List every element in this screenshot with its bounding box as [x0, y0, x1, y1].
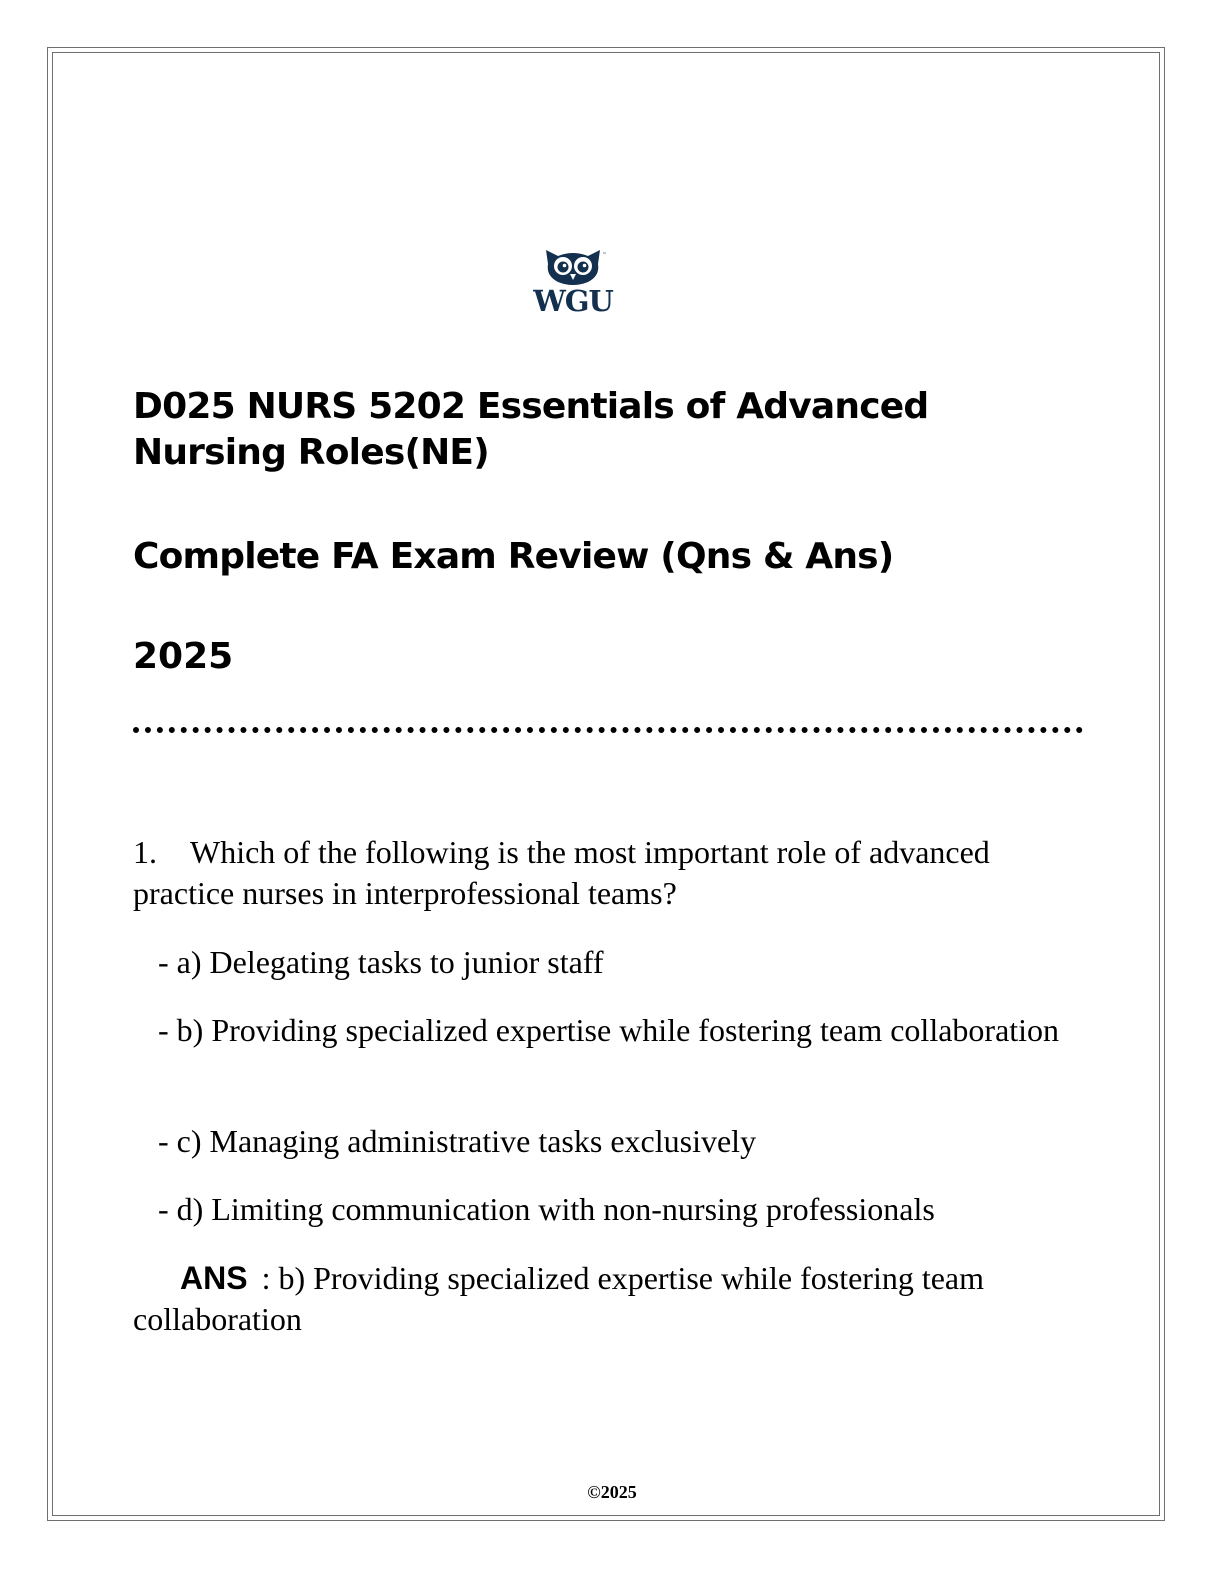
question-number: 1. [133, 834, 157, 870]
option-b-text: - b) Providing specialized expertise while fostering team collaboration [158, 1012, 1060, 1048]
option-d-text: - d) Limiting communication with non-nursing professionals [158, 1191, 935, 1227]
question-1 [133, 832, 1093, 914]
page-title: D025 NURS 5202 Essentials of Advanced Nursing Roles(NE) [133, 386, 929, 473]
option-c-text: - c) Managing administrative tasks exclusively [158, 1123, 757, 1159]
answer-label: ANS [180, 1260, 248, 1296]
page-year: 2025 [133, 636, 234, 677]
question-text: Which of the following is the most important role of advanced practice nurses in interprofessional teams? [133, 834, 990, 911]
option-a [133, 942, 1093, 983]
owl-icon [528, 246, 618, 286]
svg-text:™: ™ [602, 252, 607, 258]
option-a-text: - a) Delegating tasks to junior staff [158, 944, 604, 980]
option-c [133, 1121, 1093, 1162]
title-block [133, 384, 1093, 677]
wgu-logo [528, 246, 618, 322]
dotted-divider [133, 727, 1083, 733]
option-d [133, 1189, 1093, 1230]
answer [133, 1258, 1093, 1340]
answer-text: : b) Providing specialized expertise while fostering team collaboration [133, 1260, 985, 1337]
page-subtitle: Complete FA Exam Review (Qns & Ans) [133, 536, 894, 577]
copyright-footer: ©2025 [587, 1482, 637, 1502]
logo-wordmark: WGU [533, 284, 613, 318]
option-b [133, 1010, 1093, 1051]
